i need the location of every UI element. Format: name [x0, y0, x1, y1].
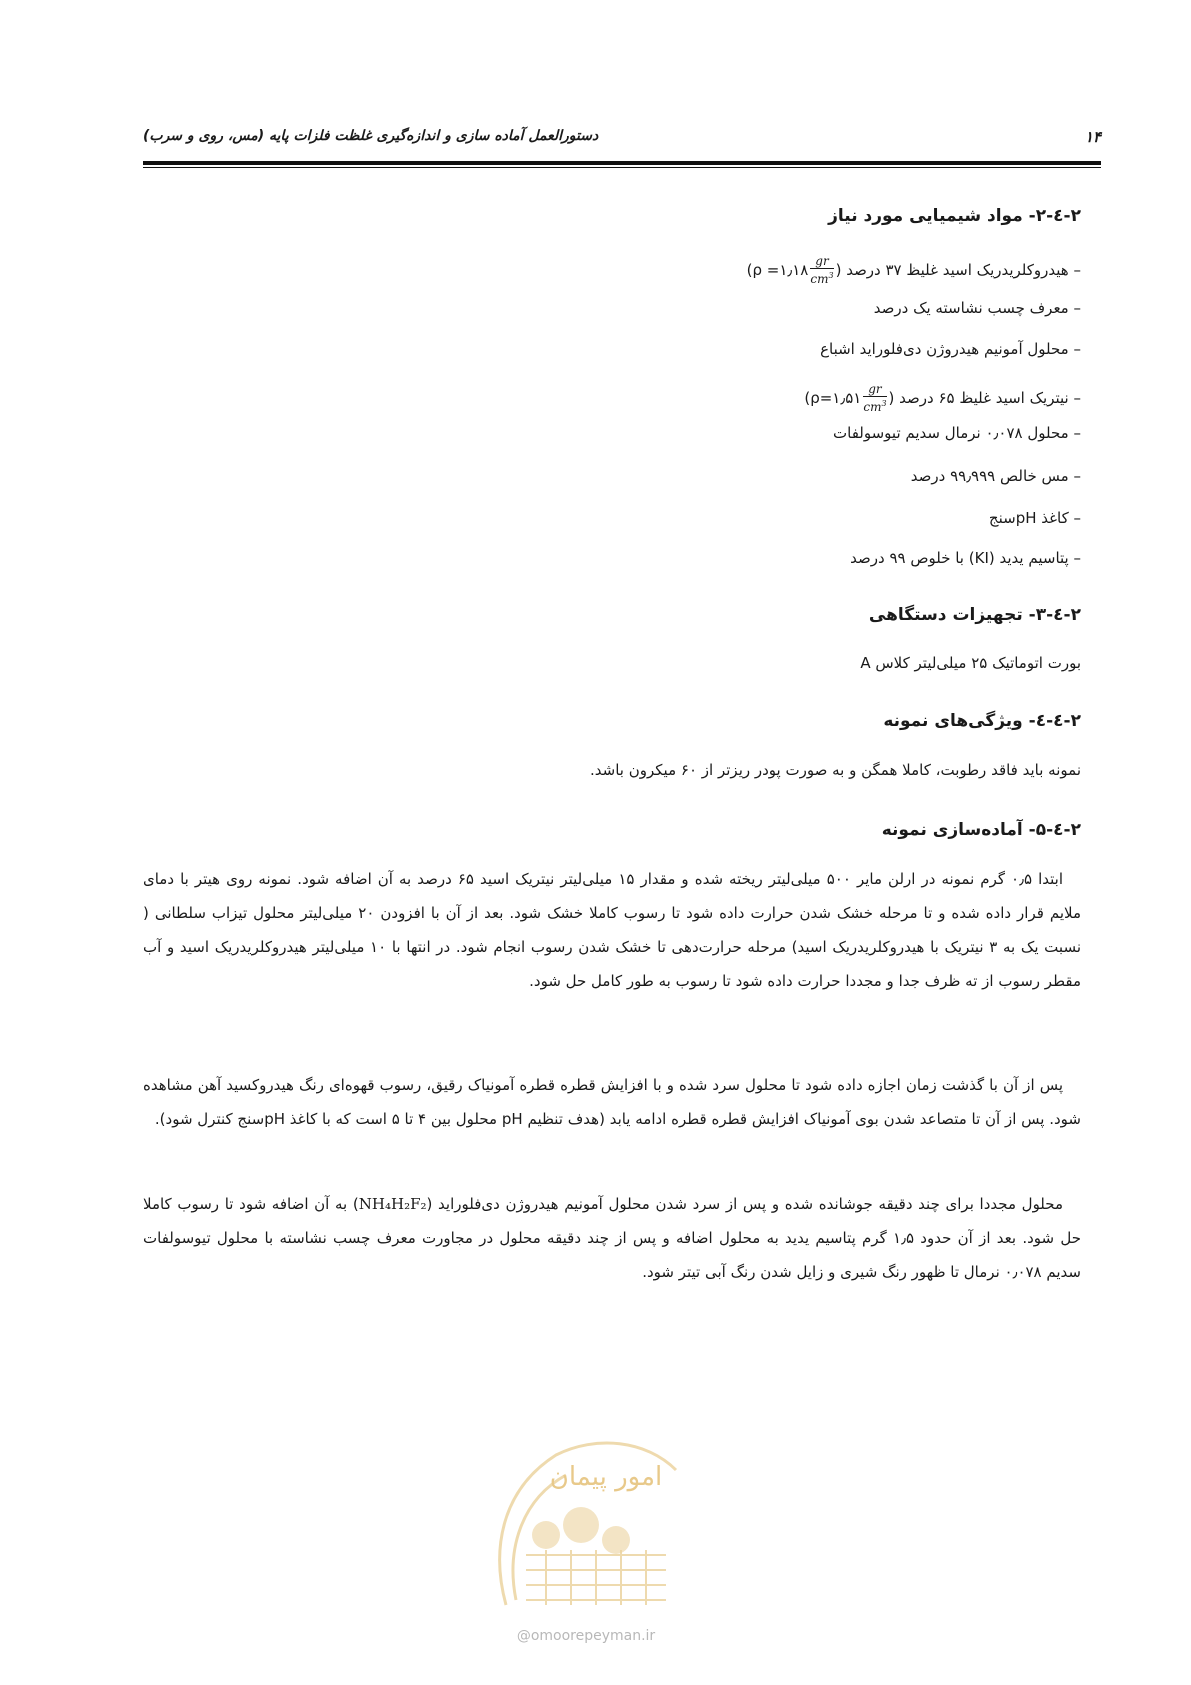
bullet-dash: –	[1073, 424, 1081, 442]
bullet-dash: –	[1073, 509, 1081, 527]
page-number: ۱۴	[1084, 128, 1101, 146]
bullet-dash: –	[1073, 389, 1081, 407]
bullet-dash: –	[1073, 261, 1081, 279]
density-unit-fraction: $\frac{gr}{cm^3}$	[863, 382, 887, 414]
sample-text: نمونه باید فاقد رطوبت، کاملا همگن و به صورت پودر ریزتر از ۶۰ میکرون باشد.	[590, 761, 1081, 779]
bullet-dash: –	[1073, 299, 1081, 317]
reagent-item-starch: – معرف چسب نشاسته یک درصد	[873, 299, 1081, 317]
prep-paragraph-1: ابتدا ۰٫۵ گرم نمونه در ارلن مایر ۵۰۰ میلی‌لیتر ریخته شده و مقدار ۱۵ میلی‌لیتر نیتریک اسید ۶۵ درصد به آن اضافه شود. نمونه روی هیتر با دمای ملایم قرار داده شده و تا مرحله خشک شدن حرارت داده شود تا رسوب کاملا خشک شود. بعد از آن با افزودن ۲۰ میلی‌لیتر محلول تیزاب سلطانی ( نسبت یک به ۳ نیتریک با هیدروکلریدریک اسید) مرحله حرارت‌دهی تا خشک شدن رسوب انجام شود. در انتها با ۱۰ میلی‌لیتر هیدروکلریدریک اسید و آب مقطر رسوب از ته ظرف جدا و مجددا حرارت داده شود تا رسوب به طور کامل حل شود.	[143, 870, 1081, 990]
section-heading-sample: ۲-٤-٤- ویژگی‌های نمونه	[883, 711, 1081, 731]
bullet-dash: –	[1073, 549, 1081, 567]
density-unit-fraction: $\frac{gr}{cm^3}$	[810, 254, 834, 286]
reagent-item-thiosulfate: – محلول ۰٫۰۷۸ نرمال سدیم تیوسولفات	[833, 424, 1081, 442]
section-heading-equipment: ۲-٤-۳- تجهیزات دستگاهی	[868, 605, 1081, 625]
reagent-hcl-text: هیدروکلریدریک اسید غلیظ ۳۷ درصد (	[835, 261, 1069, 279]
section-heading-preparation: ۲-٤-۵- آماده‌سازی نمونه	[881, 820, 1081, 840]
reagent-item-nitric: – نیتریک اسید غلیظ ۶۵ درصد ( $\frac{gr}{cm^3}$ ρ=۱٫۵۱)	[804, 382, 1081, 414]
bullet-dash: –	[1073, 340, 1081, 358]
chemical-formula: NH₄H₂F₂	[358, 1195, 427, 1213]
header-rule-thick	[143, 161, 1101, 165]
reagent-item-ki: – پتاسیم یدید (KI) با خلوص ۹۹ درصد	[850, 549, 1081, 567]
reagent-nitric-text: نیتریک اسید غلیظ ۶۵ درصد (	[888, 389, 1069, 407]
header-rule-thin	[143, 167, 1101, 168]
bullet-dash: –	[1073, 467, 1081, 485]
reagent-item-ph-paper: – کاغذ pHسنج	[988, 509, 1081, 527]
reagent-item-ammonium: – محلول آمونیم هیدروژن دی‌فلوراید اشباع	[820, 340, 1081, 358]
reagent-hcl-density: ρ =۱٫۱۸	[752, 261, 809, 279]
prep-paragraph-2: پس از آن با گذشت زمان اجازه داده شود تا محلول سرد شده و با افزایش قطره قطره آمونیاک رقیق، رسوب قهوه‌ای رنگ هیدروکسید آهن مشاهده شود. پس از آن تا متصاعد شدن بوی آمونیاک افزایش قطره قطره ادامه یابد (هدف تنظیم pH محلول بین ۴ تا ۵ است که با کاغذ pHسنج کنترل شود).	[143, 1076, 1081, 1128]
reagent-nitric-density: ρ=۱٫۵۱	[810, 389, 862, 407]
watermark-logo-text: امور پیمان	[549, 1462, 663, 1492]
equipment-text: بورت اتوماتیک ۲۵ میلی‌لیتر کلاس A	[860, 654, 1081, 672]
section-heading-reagents: ۲-٤-۲- مواد شیمیایی مورد نیاز	[828, 206, 1081, 226]
reagent-item-hcl: – هیدروکلریدریک اسید غلیظ ۳۷ درصد ( $\frac{gr}{cm^3}$ ρ =۱٫۱۸)	[746, 254, 1081, 286]
running-title: دستورالعمل آماده سازی و اندازه‌گیری غلظت فلزات پایه (مس، روی و سرب)	[143, 128, 599, 144]
running-header	[143, 128, 1101, 162]
reagent-item-copper: – مس خالص ۹۹٫۹۹۹ درصد	[910, 467, 1081, 485]
prep-paragraph-3: محلول مجددا برای چند دقیقه جوشانده شده و پس از سرد شدن محلول آمونیم هیدروژن دی‌فلوراید (NH₄H₂F₂) به آن اضافه شود تا رسوب کاملا حل شود. بعد از آن حدود ۱٫۵ گرم پتاسیم یدید به محلول اضافه و پس از چند دقیقه محلول در مجاورت معرف چسب نشاسته با محلول تیوسولفات سدیم ۰٫۰۷۸ نرمال تا ظهور رنگ شیری و زایل شدن رنگ آبی تیتر شود.	[143, 1195, 1081, 1281]
watermark-url: @omoorepeyman.ir	[516, 1628, 656, 1644]
watermark-logo	[486, 1430, 686, 1610]
